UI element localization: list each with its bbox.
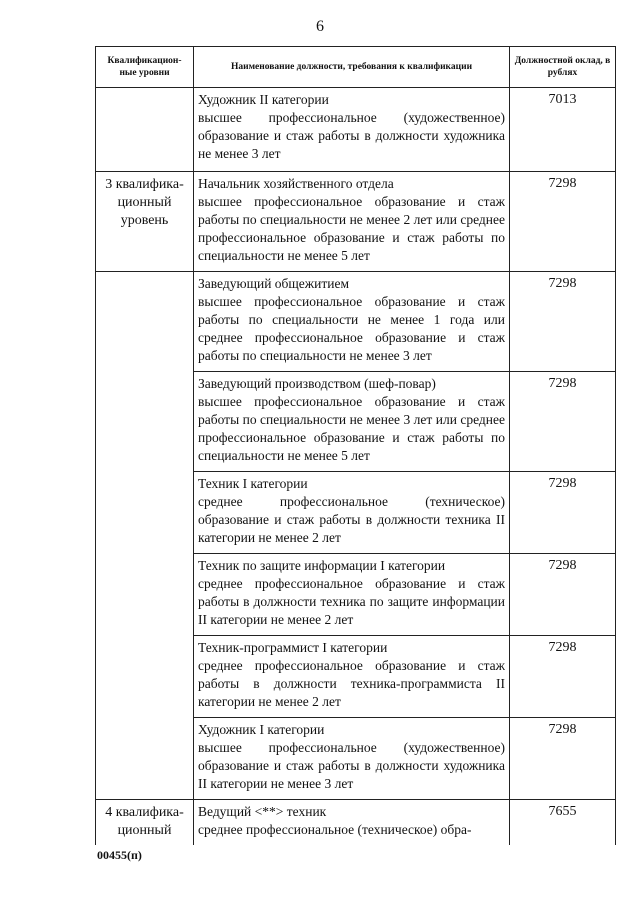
position-title: Начальник хозяйственного отдела: [198, 176, 394, 191]
salary-cell: 7298: [510, 472, 616, 554]
table-row: [96, 718, 616, 800]
salary-cell: 7298: [510, 718, 616, 800]
header-salary: Должностной оклад, в рублях: [510, 47, 616, 88]
position-title: Техник I категории: [198, 476, 308, 491]
salary-cell: 7013: [510, 88, 616, 172]
level-cell: [96, 272, 194, 372]
level-cell: [96, 554, 194, 636]
table-row: [96, 800, 616, 846]
table-row: [96, 372, 616, 472]
position-requirements: среднее профессиональное образование и стаж работы в должности техника-программиста II категории не менее 2 лет: [198, 658, 505, 709]
table-row: [96, 554, 616, 636]
table-row: [96, 636, 616, 718]
qualification-table: [95, 46, 616, 845]
level-cell: [96, 372, 194, 472]
salary-cell: 7298: [510, 636, 616, 718]
table-row: [96, 88, 616, 172]
position-cell: [194, 172, 510, 272]
position-cell: [194, 372, 510, 472]
position-cell: [194, 88, 510, 172]
level-cell: [96, 718, 194, 800]
position-title: Художник I категории: [198, 722, 325, 737]
position-requirements: высшее профессиональное образование и стаж работы по специальности не менее 3 лет или среднее профессиональное образование и стаж работы по специальности не менее 5 лет: [198, 394, 505, 463]
position-title: Заведующий производством (шеф-повар): [198, 376, 436, 391]
position-cell: [194, 636, 510, 718]
position-title: Заведующий общежитием: [198, 276, 350, 291]
table-row: [96, 272, 616, 372]
salary-cell: 7655: [510, 800, 616, 846]
table-row: [96, 172, 616, 272]
position-requirements: среднее профессиональное образование и стаж работы в должности техника по защите информации II категории не менее 2 лет: [198, 576, 505, 627]
salary-cell: 7298: [510, 554, 616, 636]
position-title: Художник II категории: [198, 92, 329, 107]
position-requirements: среднее профессиональное (техническое) образование и стаж работы в должности техника II категории не менее 2 лет: [198, 494, 505, 545]
level-cell: [96, 636, 194, 718]
position-requirements: среднее профессиональное (техническое) обра-: [198, 822, 472, 837]
header-level: Квалификацион-ные уровни: [96, 47, 194, 88]
position-requirements: высшее профессиональное (художественное) образование и стаж работы в должности художника не менее 3 лет: [198, 110, 505, 161]
position-title: Техник-программист I категории: [198, 640, 388, 655]
level-cell: [96, 88, 194, 172]
position-cell: [194, 554, 510, 636]
page-number: 6: [316, 18, 324, 35]
table-row: [96, 472, 616, 554]
position-requirements: высшее профессиональное (художественное) образование и стаж работы в должности художника II категории не менее 3 лет: [198, 740, 505, 791]
document-code: 00455(п): [97, 848, 142, 862]
level-cell: 4 квалифика-ционный: [96, 800, 194, 846]
salary-cell: 7298: [510, 272, 616, 372]
position-cell: [194, 800, 510, 846]
position-requirements: высшее профессиональное образование и стаж работы по специальности не менее 2 лет или среднее профессиональное образование и стаж работы по специальности не менее 5 лет: [198, 194, 505, 263]
position-cell: [194, 272, 510, 372]
level-cell: [96, 472, 194, 554]
table-header-row: [96, 47, 616, 88]
position-cell: [194, 718, 510, 800]
position-title: Техник по защите информации I категории: [198, 558, 446, 573]
position-requirements: высшее профессиональное образование и стаж работы по специальности не менее 1 года или среднее профессиональное образование и стаж работы по специальности не менее 3 лет: [198, 294, 505, 363]
position-cell: [194, 472, 510, 554]
salary-cell: 7298: [510, 372, 616, 472]
position-title: Ведущий <**> техник: [198, 804, 327, 819]
header-position: Наименование должности, требования к квалификации: [194, 47, 510, 88]
level-cell: 3 квалифика-ционный уровень: [96, 172, 194, 272]
salary-cell: 7298: [510, 172, 616, 272]
